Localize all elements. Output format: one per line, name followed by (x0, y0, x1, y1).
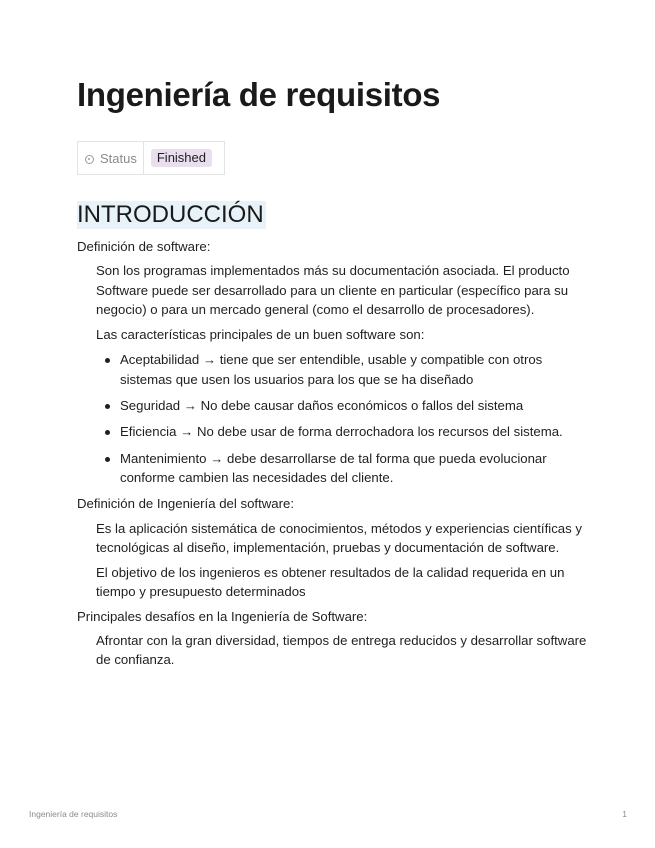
list-item (96, 350, 587, 389)
bullet-dot-icon (105, 457, 110, 462)
term-challenges: Principales desafíos en la Ingeniería de Software: (77, 608, 368, 624)
paragraph: Es la aplicación sistemática de conocimientos, métodos y experiencias científicas y tecnológicas al diseño, implementación, pruebas y documentación de software. (96, 520, 582, 555)
term-engineering-definition: Definición de Ingeniería del software: (77, 496, 294, 512)
list-item (96, 396, 587, 415)
bullet-dot-icon (105, 430, 110, 435)
status-label: Status (100, 150, 137, 166)
paragraph: El objetivo de los ingenieros es obtener resultados de la calidad requerida en un tiempo y presupuesto determinados (96, 565, 565, 600)
footer-document-name: Ingeniería de requisitos (29, 809, 118, 819)
engineering-definition-block (77, 519, 587, 602)
status-icon (85, 155, 94, 164)
list-item-text: Eficiencia → No debe usar de forma derrochadora los recursos del sistema. (120, 424, 563, 440)
paragraph: Son los programas implementados más su documentación asociada. El producto Software puede ser desarrollado para un cliente en particular (específico para su negocio) o para un mercado general (como el desarrollo de procesadores). (96, 263, 570, 317)
status-property-value[interactable] (144, 142, 224, 174)
paragraph: Afrontar con la gran diversidad, tiempos de entrega reducidos y desarrollar software de confianza. (96, 633, 587, 668)
bullet-dot-icon (105, 358, 110, 363)
status-badge: Finished (151, 149, 212, 167)
list-item (96, 422, 587, 441)
section-heading: INTRODUCCIÓN (77, 201, 264, 228)
footer-page-number: 1 (622, 809, 627, 819)
status-property-key (78, 142, 144, 174)
paragraph: Las características principales de un buen software son: (96, 327, 425, 343)
list-item-text: Mantenimiento → debe desarrollarse de tal forma que pueda evolucionar conforme cambien las necesidades del cliente. (120, 450, 547, 485)
challenges-block (77, 631, 587, 670)
bullet-dot-icon (105, 404, 110, 409)
document-body (77, 237, 587, 676)
term-software-definition: Definición de software: (77, 239, 211, 254)
list-item-text: Seguridad → No debe causar daños económicos o fallos del sistema (120, 398, 524, 414)
software-definition-block (77, 261, 587, 344)
list-item (96, 449, 587, 488)
page-title: Ingeniería de requisitos (77, 76, 441, 113)
characteristics-list (77, 350, 587, 487)
status-property (77, 141, 225, 175)
list-item-text: Aceptabilidad → tiene que ser entendible, usable y compatible con otros sistemas que usen los usuarios para los que se ha diseñado (120, 352, 543, 387)
